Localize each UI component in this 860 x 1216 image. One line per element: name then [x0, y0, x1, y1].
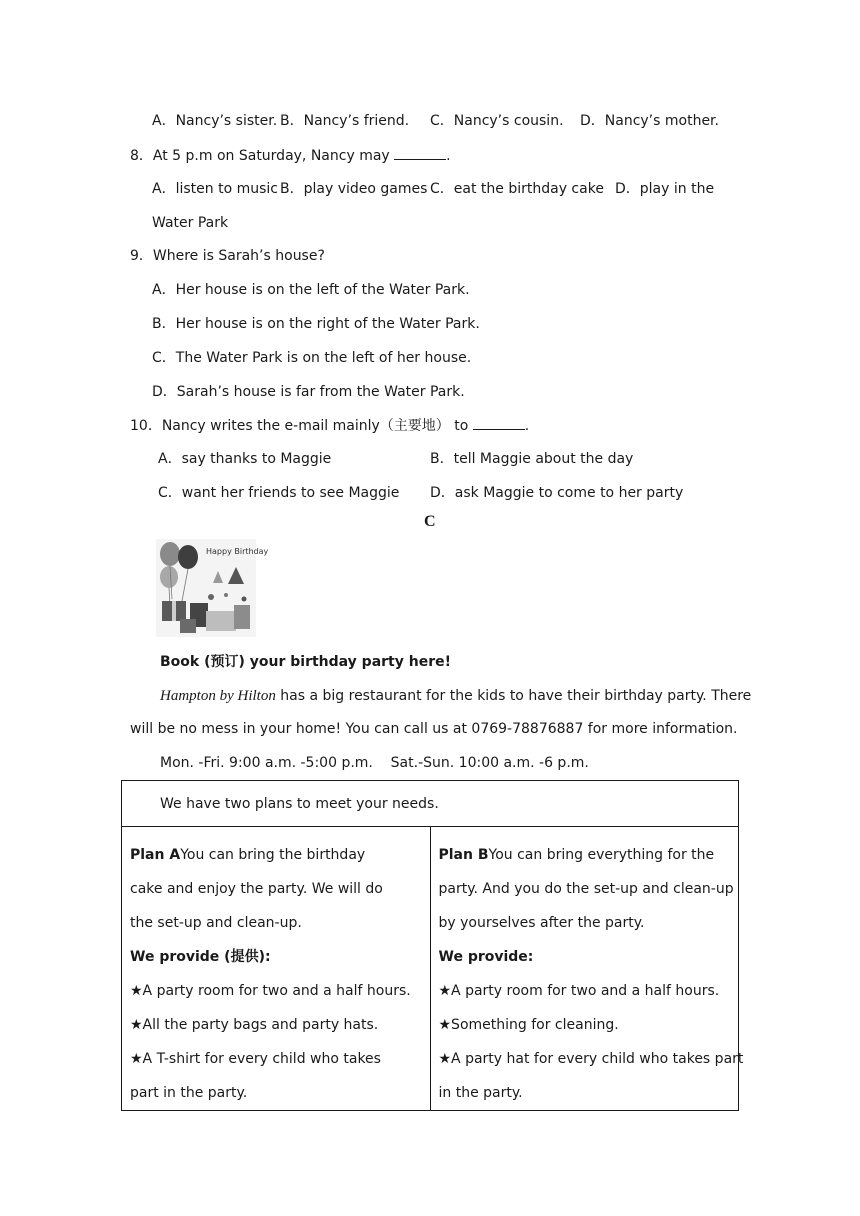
plan-a-description — [130, 838, 398, 940]
paragraph-text: has a big restaurant for the kids to have their birthday party. There — [275, 688, 752, 704]
plan-b-cell — [430, 827, 744, 1111]
plan-a-content — [122, 827, 430, 1110]
q9-option-c: C．The Water Park is on the left of her house. — [152, 350, 472, 366]
plan-b-item: ★A party hat for every child who takes part in the party. — [438, 1051, 744, 1101]
opening-hours: Mon. -Fri. 9:00 a.m. -5:00 p.m. Sat.-Sun. 10:00 a.m. -6 p.m. — [160, 755, 589, 771]
birthday-party-image — [156, 539, 269, 637]
table-intro-cell — [122, 781, 739, 827]
plan-a-item: ★A T-shirt for every child who takes part in the party. — [130, 1051, 381, 1101]
plan-b-item: ★A party room for two and a half hours. — [438, 983, 720, 999]
image-caption: Happy Birthday — [206, 547, 269, 556]
ad-heading: Book (预订) your birthday party here! — [160, 654, 451, 670]
answer-blank — [394, 145, 446, 160]
plan-a-title: Plan A — [130, 847, 181, 863]
q8-option-a: A．listen to music — [152, 181, 278, 197]
q10-option-c: C．want her friends to see Maggie — [158, 485, 400, 501]
plan-b-title: Plan B — [438, 847, 489, 863]
q10-option-b: B．tell Maggie about the day — [430, 451, 634, 467]
q10-option-d: D．ask Maggie to come to her party — [430, 485, 684, 501]
q8-option-b: B．play video games — [280, 181, 428, 197]
answer-blank — [473, 415, 525, 430]
q8-option-d: D．play in the — [615, 181, 715, 197]
plan-b-content — [431, 827, 744, 1110]
table-intro: We have two plans to meet your needs. — [160, 796, 439, 812]
q8-option-c: C．eat the birthday cake — [430, 181, 604, 197]
plan-a-text: You can bring the birthday cake and enjoy the party. We will do the set-up and clean-up. — [130, 847, 383, 931]
section-c-label: C — [424, 513, 436, 530]
plan-a-cell — [122, 827, 431, 1111]
q10-stem-end: . — [524, 418, 530, 434]
ad-paragraph-line-2: will be no mess in your home! You can call us at 0769-78876887 for more information. — [130, 721, 738, 737]
plan-b-item: ★Something for cleaning. — [438, 1017, 619, 1033]
q10-option-a: A．say thanks to Maggie — [158, 451, 332, 467]
q9-option-a: A．Her house is on the left of the Water Park. — [152, 282, 470, 298]
q8-stem-text: 8．At 5 p.m on Saturday, Nancy may — [130, 148, 395, 164]
q8-stem — [130, 145, 451, 166]
plan-b-text: You can bring everything for the party. And you do the set-up and clean-up by yourselves after the party. — [438, 847, 734, 931]
brand-name: Hampton by Hilton — [160, 688, 276, 704]
plan-a-item: ★All the party bags and party hats. — [130, 1017, 379, 1033]
plan-b-provide-label: We provide: — [438, 949, 534, 965]
plan-b-description — [439, 838, 749, 940]
q7-option-c: C．Nancy’s cousin. — [430, 113, 564, 129]
ad-paragraph-line-1 — [160, 686, 751, 706]
q8-stem-end: . — [446, 148, 451, 164]
plans-table — [121, 780, 744, 1111]
q7-option-b: B．Nancy’s friend. — [280, 113, 410, 129]
q7-option-d: D．Nancy’s mother. — [580, 113, 719, 129]
q10-stem — [130, 415, 529, 436]
q10-stem-text: 10．Nancy writes the e-mail mainly（主要地） to — [130, 418, 473, 434]
q9-option-b: B．Her house is on the right of the Water Park. — [152, 316, 480, 332]
q7-option-a: A．Nancy’s sister. — [152, 113, 278, 129]
q9-option-d: D．Sarah’s house is far from the Water Park. — [152, 384, 465, 400]
plan-a-provide-label: We provide (提供): — [130, 949, 271, 965]
plan-a-item: ★A party room for two and a half hours. — [130, 983, 411, 999]
q8-option-d-continued: Water Park — [152, 215, 229, 231]
q9-stem: 9．Where is Sarah’s house? — [130, 248, 325, 264]
